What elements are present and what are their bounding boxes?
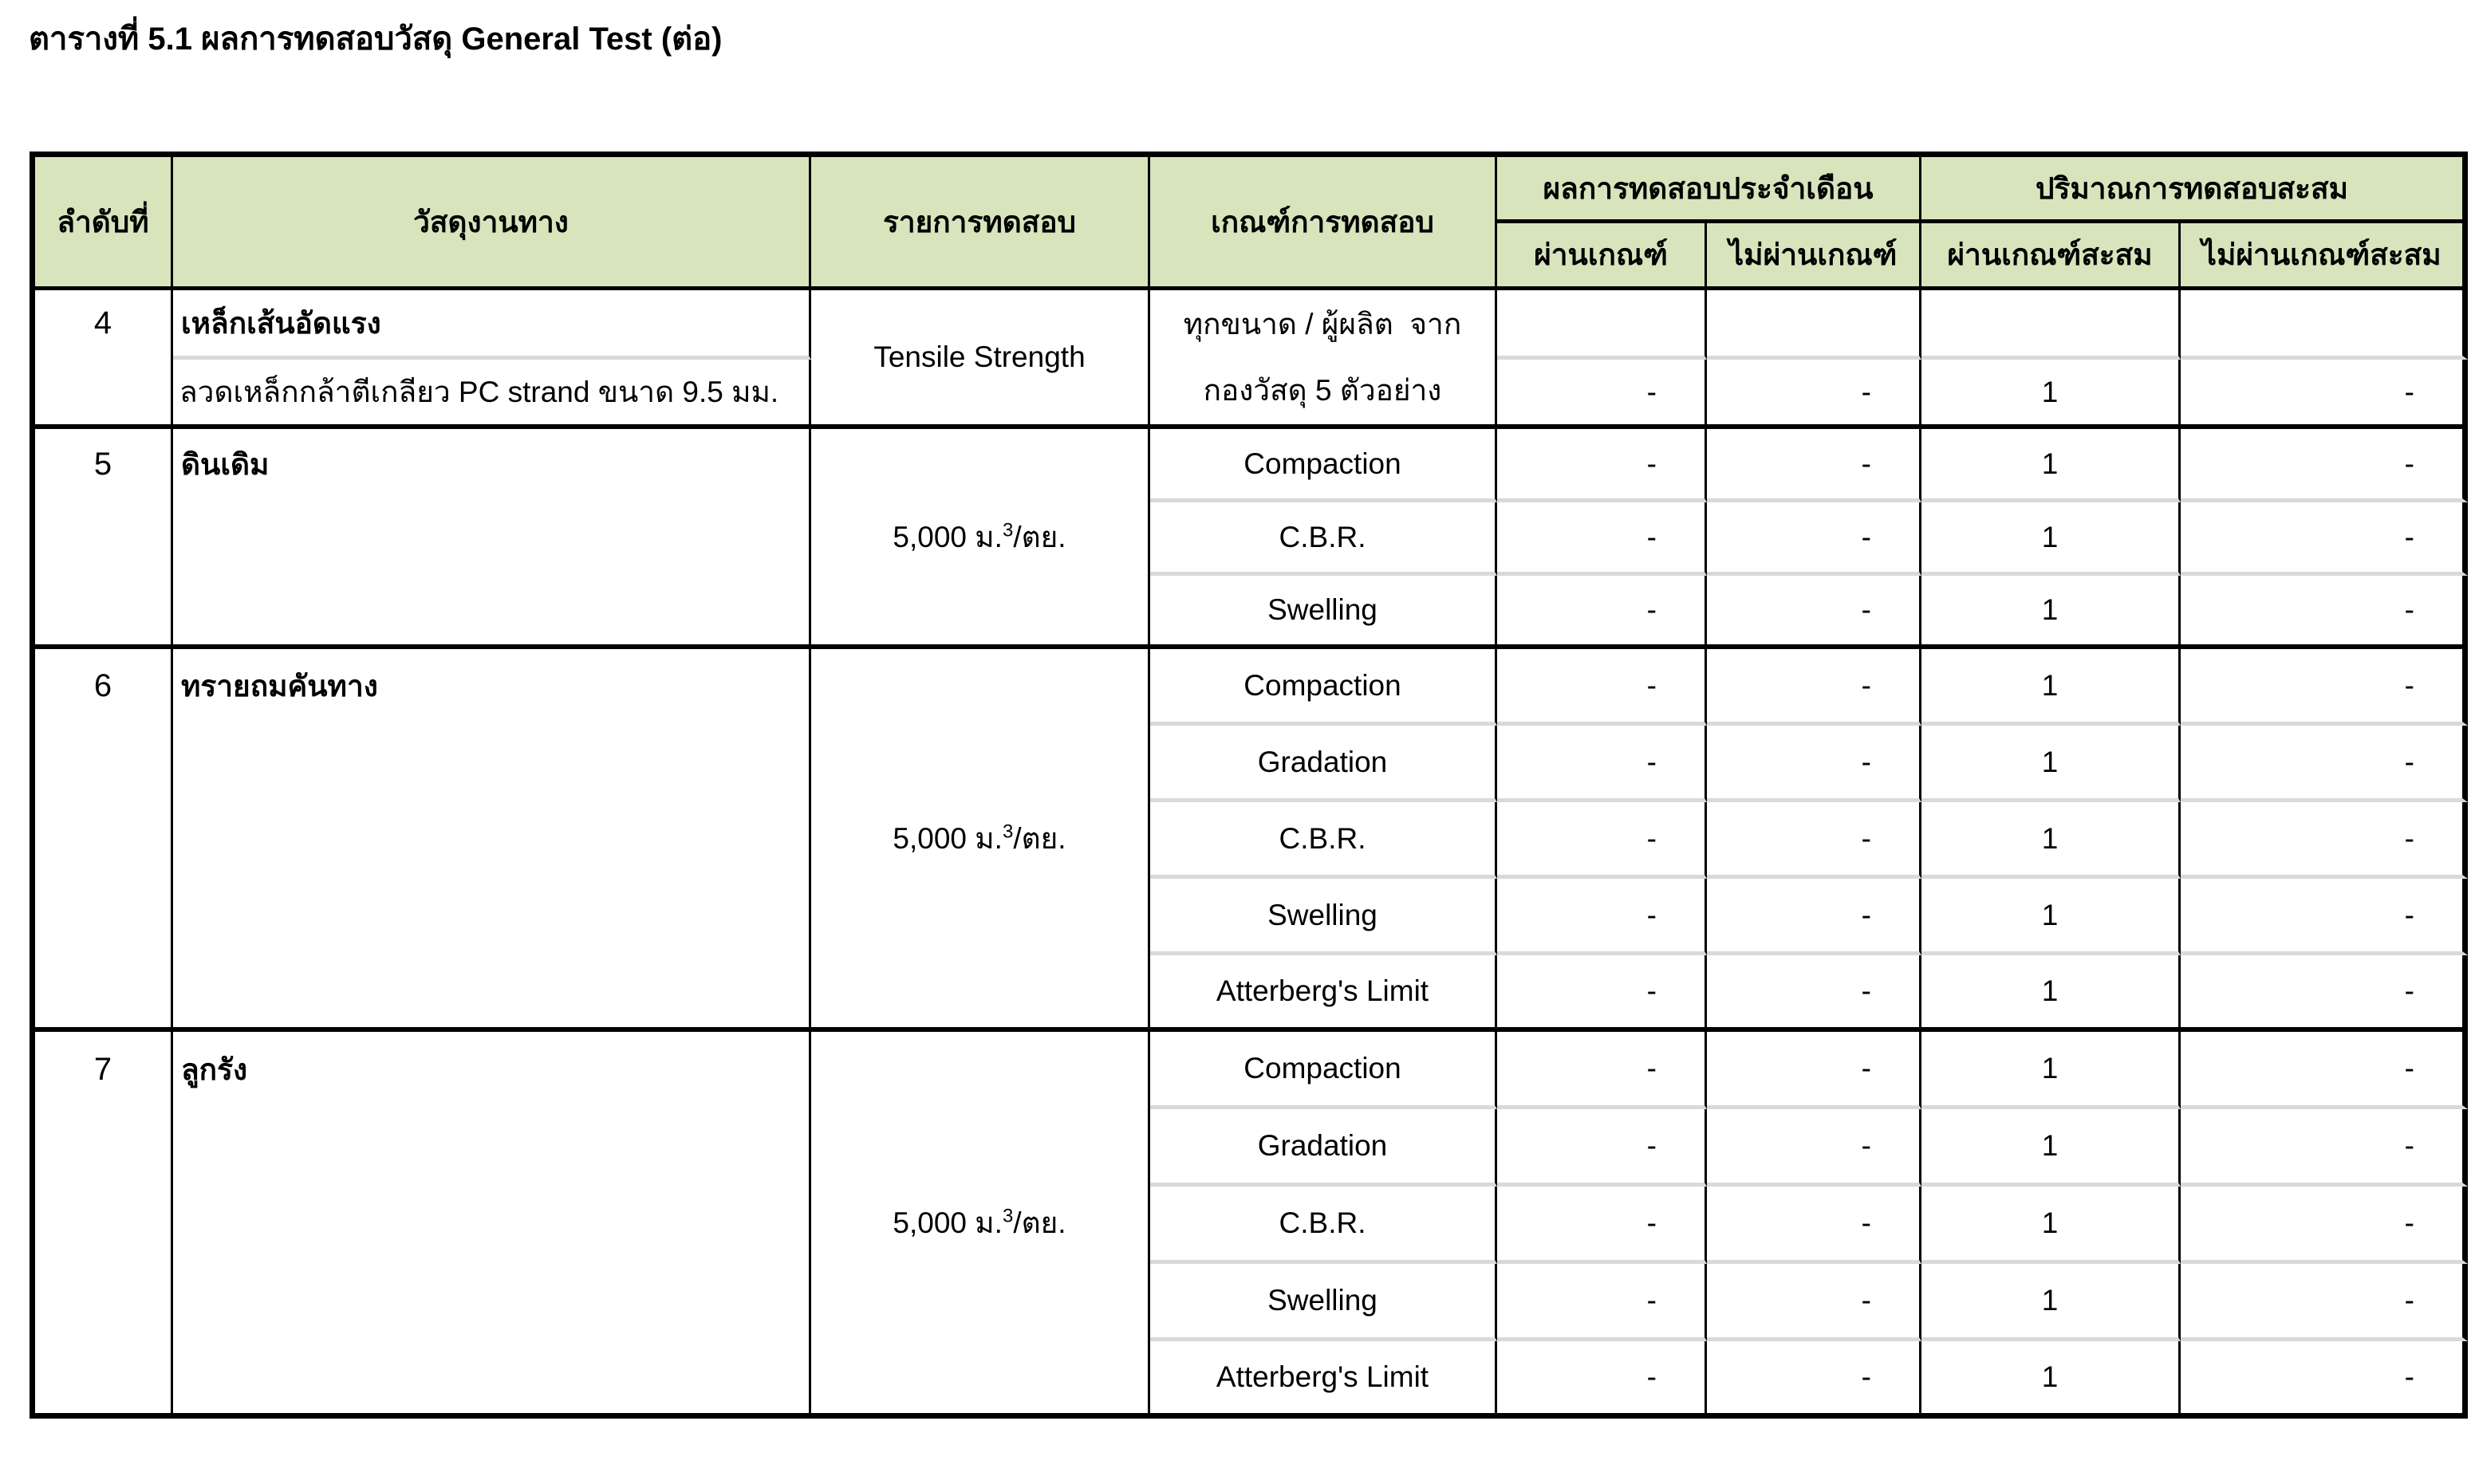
cell-pass-cumulative: 1 bbox=[1921, 879, 2181, 955]
cell-material-name bbox=[173, 290, 811, 360]
group-header-cumulative-tests: ปริมาณการทดสอบสะสม bbox=[1921, 157, 2468, 223]
cell-fail-result: - bbox=[1707, 726, 1921, 802]
cell-test-name: Atterberg's Limit bbox=[1150, 955, 1497, 1032]
cell-fail-result: - bbox=[1707, 1341, 1921, 1419]
cell-fail-cumulative: - bbox=[2181, 649, 2468, 726]
cell-material-name-label: ทรายถมคันทาง bbox=[181, 669, 378, 703]
cell-row-no bbox=[35, 290, 173, 429]
cell-row-no-label: 7 bbox=[93, 1052, 112, 1087]
cell-fail-cumulative: - bbox=[2181, 879, 2468, 955]
cell-fail-result: - bbox=[1707, 879, 1921, 955]
cell-row-no bbox=[35, 429, 173, 649]
cell-pass-cumulative: 1 bbox=[1921, 1032, 2181, 1109]
cell-fail-result: - bbox=[1707, 955, 1921, 1032]
cell-fail-cumulative: - bbox=[2181, 576, 2468, 649]
col-header-test-item: รายการทดสอบ bbox=[811, 157, 1150, 290]
cell-fail-result: - bbox=[1707, 802, 1921, 879]
cell-pass-cumulative: 1 bbox=[1921, 429, 2181, 502]
cell-pass-cumulative: 1 bbox=[1921, 1187, 2181, 1264]
cell-material-name-label: เหล็กเส้นอัดแรง bbox=[181, 306, 381, 340]
col-header-no: ลำดับที่ bbox=[35, 157, 173, 290]
cell-fail-cumulative: - bbox=[2181, 726, 2468, 802]
cell-fail-cumulative: - bbox=[2181, 1264, 2468, 1341]
cell-fail-result bbox=[1707, 290, 1921, 360]
col-header-criteria: เกณฑ์การทดสอบ bbox=[1150, 157, 1497, 290]
cell-pass-result bbox=[1497, 290, 1707, 360]
criteria-value: 5,000 ม.$^3$/ตย. bbox=[893, 519, 1066, 553]
table-row bbox=[35, 649, 2468, 726]
page-title: ตารางที่ 5.1 ผลการทดสอบวัสดุ General Test (ต่อ) bbox=[29, 22, 723, 57]
cell-fail-cumulative: - bbox=[2181, 429, 2468, 502]
cell-fail-result: - bbox=[1707, 649, 1921, 726]
cell-pass-cumulative: 1 bbox=[1921, 726, 2181, 802]
cell-pass-cumulative: 1 bbox=[1921, 360, 2181, 429]
col-header-fail: ไม่ผ่านเกณฑ์ bbox=[1707, 223, 1921, 290]
cell-test-name: Swelling bbox=[1150, 576, 1497, 649]
cell-test-name: C.B.R. bbox=[1150, 1187, 1497, 1264]
cell-fail-result: - bbox=[1707, 429, 1921, 502]
cell-fail-result: - bbox=[1707, 1109, 1921, 1187]
cell-fail-cumulative: - bbox=[2181, 802, 2468, 879]
cell-pass-cumulative: 1 bbox=[1921, 576, 2181, 649]
cell-test-name: Compaction bbox=[1150, 429, 1497, 502]
cell-pass-cumulative: 1 bbox=[1921, 1264, 2181, 1341]
cell-test-name: Tensile Strength bbox=[811, 290, 1150, 429]
cell-test-name: C.B.R. bbox=[1150, 802, 1497, 879]
cell-pass-result: - bbox=[1497, 726, 1707, 802]
cell-pass-cumulative: 1 bbox=[1921, 1109, 2181, 1187]
cell-fail-cumulative bbox=[2181, 290, 2468, 360]
cell-pass-result: - bbox=[1497, 879, 1707, 955]
cell-material-name bbox=[173, 429, 811, 649]
cell-pass-result: - bbox=[1497, 360, 1707, 429]
cell-fail-result: - bbox=[1707, 1264, 1921, 1341]
cell-test-name: Atterberg's Limit bbox=[1150, 1341, 1497, 1419]
cell-fail-cumulative: - bbox=[2181, 1032, 2468, 1109]
cell-fail-result: - bbox=[1707, 576, 1921, 649]
criteria-lines bbox=[1150, 291, 1495, 423]
cell-test-criteria bbox=[811, 1032, 1150, 1419]
group-header-monthly-results: ผลการทดสอบประจำเดือน bbox=[1497, 157, 1921, 223]
criteria-superscript: 3 bbox=[1002, 821, 1014, 843]
cell-fail-cumulative: - bbox=[2181, 1187, 2468, 1264]
cell-pass-result: - bbox=[1497, 649, 1707, 726]
cell-fail-cumulative: - bbox=[2181, 1341, 2468, 1419]
criteria-value: 5,000 ม.$^3$/ตย. bbox=[893, 821, 1066, 855]
cell-pass-result: - bbox=[1497, 1264, 1707, 1341]
cell-pass-result: - bbox=[1497, 1341, 1707, 1419]
cell-pass-result: - bbox=[1497, 576, 1707, 649]
cell-test-name: Gradation bbox=[1150, 726, 1497, 802]
cell-test-name: Compaction bbox=[1150, 649, 1497, 726]
cell-pass-cumulative: 1 bbox=[1921, 1341, 2181, 1419]
cell-test-name: Compaction bbox=[1150, 1032, 1497, 1109]
cell-pass-result: - bbox=[1497, 1109, 1707, 1187]
cell-material-name-label: ดินเดิม bbox=[181, 447, 270, 481]
header-row-groups bbox=[35, 157, 2468, 223]
cell-material-name bbox=[173, 1032, 811, 1419]
cell-material-detail: ลวดเหล็กกล้าตีเกลียว PC strand ขนาด 9.5 มม. bbox=[173, 360, 811, 429]
col-header-material: วัสดุงานทาง bbox=[173, 157, 811, 290]
criteria-superscript: 3 bbox=[1002, 1205, 1014, 1227]
cell-row-no-label: 4 bbox=[93, 305, 112, 340]
cell-row-no-label: 6 bbox=[93, 667, 112, 703]
cell-fail-result: - bbox=[1707, 1187, 1921, 1264]
cell-pass-cumulative: 1 bbox=[1921, 649, 2181, 726]
cell-fail-result: - bbox=[1707, 502, 1921, 576]
table-row bbox=[35, 429, 2468, 502]
cell-pass-result: - bbox=[1497, 1187, 1707, 1264]
criteria-value: 5,000 ม.$^3$/ตย. bbox=[893, 1205, 1066, 1239]
cell-pass-result: - bbox=[1497, 502, 1707, 576]
criteria-line: กองวัสดุ 5 ตัวอย่าง bbox=[1203, 374, 1442, 407]
cell-row-no bbox=[35, 649, 173, 1032]
cell-test-criteria bbox=[1150, 290, 1497, 429]
cell-pass-result: - bbox=[1497, 955, 1707, 1032]
cell-pass-result: - bbox=[1497, 429, 1707, 502]
table-row bbox=[35, 290, 2468, 360]
cell-test-criteria bbox=[811, 649, 1150, 1032]
col-header-pass: ผ่านเกณฑ์ bbox=[1497, 223, 1707, 290]
cell-pass-result: - bbox=[1497, 802, 1707, 879]
cell-material-name-label: ลูกรัง bbox=[181, 1053, 248, 1086]
cell-test-name: Swelling bbox=[1150, 879, 1497, 955]
table-wrap bbox=[30, 152, 2468, 1419]
material-test-table bbox=[30, 152, 2468, 1419]
cell-fail-result: - bbox=[1707, 1032, 1921, 1109]
cell-row-no bbox=[35, 1032, 173, 1419]
cell-fail-cumulative: - bbox=[2181, 955, 2468, 1032]
cell-pass-cumulative bbox=[1921, 290, 2181, 360]
cell-pass-cumulative: 1 bbox=[1921, 955, 2181, 1032]
cell-pass-cumulative: 1 bbox=[1921, 802, 2181, 879]
criteria-superscript: 3 bbox=[1002, 519, 1014, 541]
cell-test-criteria bbox=[811, 429, 1150, 649]
cell-fail-cumulative: - bbox=[2181, 502, 2468, 576]
cell-pass-cumulative: 1 bbox=[1921, 502, 2181, 576]
cell-test-name: Gradation bbox=[1150, 1109, 1497, 1187]
cell-row-no-label: 5 bbox=[93, 446, 112, 482]
cell-test-name: Swelling bbox=[1150, 1264, 1497, 1341]
cell-fail-cumulative: - bbox=[2181, 1109, 2468, 1187]
table-row bbox=[35, 1032, 2468, 1109]
cell-fail-result: - bbox=[1707, 360, 1921, 429]
col-header-pass-cumulative: ผ่านเกณฑ์สะสม bbox=[1921, 223, 2181, 290]
criteria-line: ทุกขนาด / ผู้ผลิต จาก bbox=[1183, 308, 1462, 340]
col-header-fail-cumulative: ไม่ผ่านเกณฑ์สะสม bbox=[2181, 223, 2468, 290]
cell-fail-cumulative: - bbox=[2181, 360, 2468, 429]
cell-material-name bbox=[173, 649, 811, 1032]
cell-test-name: C.B.R. bbox=[1150, 502, 1497, 576]
cell-pass-result: - bbox=[1497, 1032, 1707, 1109]
